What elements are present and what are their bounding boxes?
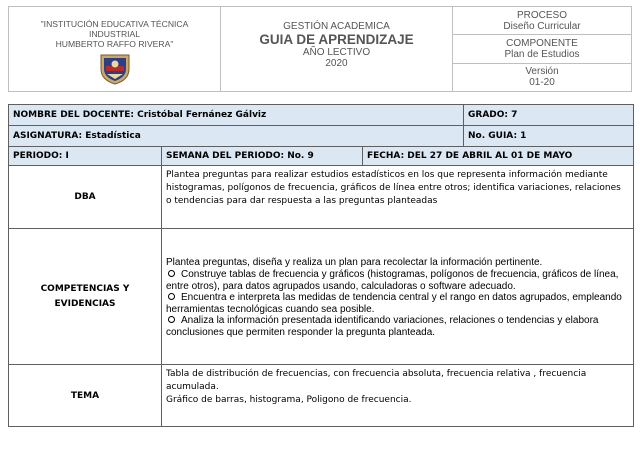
list-item (166, 269, 629, 292)
dba-label: DBA (9, 166, 162, 229)
year-label: AÑO LECTIVO (302, 47, 371, 58)
document-title: GUIA DE APRENDIZAJE (259, 32, 414, 47)
version-value: 01-20 (529, 77, 555, 89)
document-header (8, 6, 632, 92)
competencia-item-2: Encuentra e interpreta las medidas de tendencia central y el rango en datos agrupados, empleando herramientas tecnológicas cuando sea posible. (166, 292, 622, 315)
bullet-circle-icon (168, 316, 175, 323)
date-cell: FECHA: DEL 27 DE ABRIL AL 01 DE MAYO (363, 147, 634, 166)
competencias-intro: Plantea preguntas, diseña y realiza un plan para recolectar la información pertinente. (166, 257, 543, 269)
proceso-value: Diseño Curricular (503, 20, 581, 32)
competencia-item-3: Analiza la información presentada identificando variaciones, relaciones o tendencias y elabora conclusiones que permiten responder la pregunta planteada. (166, 315, 599, 338)
table-row (9, 126, 634, 147)
bullet-circle-icon (168, 270, 175, 277)
table-row (9, 365, 634, 427)
department-label: GESTIÓN ACADEMICA (283, 21, 390, 32)
proceso-label: PROCESO (516, 9, 567, 21)
institution-name-line-2: INDUSTRIAL (88, 29, 141, 39)
bullet-circle-icon (168, 293, 175, 300)
competencia-item-1: Construye tablas de frecuencia y gráficos (histogramas, polígonos de frecuencia, gráficos de línea, entre otros), para datos agrupados usando, calculadoras o software adecuado. (166, 269, 619, 292)
componente-label: COMPONENTE (506, 37, 578, 49)
competencias-text (162, 229, 634, 365)
list-item (166, 292, 629, 315)
guide-number-cell: No. GUIA: 1 (464, 126, 634, 147)
guide-title-block (221, 7, 453, 91)
teacher-name-cell: NOMBRE DEL DOCENTE: Cristóbal Fernánez Gálviz (9, 105, 464, 126)
period-cell: PERIODO: I (9, 147, 162, 166)
tema-line-2: Gráfico de barras, histograma, Poligono de frecuencia. (166, 395, 412, 405)
subject-cell: ASIGNATURA: Estadística (9, 126, 464, 147)
institution-block (9, 7, 221, 91)
institution-name-line-1: "INSTITUCIÓN EDUCATIVA TÉCNICA (40, 19, 189, 29)
tema-text (162, 365, 634, 427)
list-item (166, 315, 629, 338)
competencias-label: COMPETENCIAS Y EVIDENCIAS (9, 229, 162, 365)
componente-cell (453, 35, 631, 63)
document-control-block (453, 7, 631, 91)
proceso-cell (453, 7, 631, 35)
table-row (9, 147, 634, 166)
guide-info-table (8, 104, 634, 427)
table-row (9, 105, 634, 126)
table-row (9, 166, 634, 229)
institution-name-line-3: HUMBERTO RAFFO RIVERA" (55, 39, 174, 49)
school-crest-icon (98, 53, 132, 85)
table-row (9, 229, 634, 365)
componente-value: Plan de Estudios (504, 48, 580, 60)
week-cell: SEMANA DEL PERIODO: No. 9 (162, 147, 363, 166)
grade-cell: GRADO: 7 (464, 105, 634, 126)
tema-label: TEMA (9, 365, 162, 427)
tema-line-1: Tabla de distribución de frecuencias, con frecuencia absoluta, frecuencia relativa , frecuencia acumulada. (166, 369, 587, 392)
dba-text: Plantea preguntas para realizar estudios estadísticos en los que representa información mediante histogramas, polígonos de frecuencia, gráficos de línea entre otros; identifica variaciones, relaciones o tendencias para dar respuesta a las preguntas planteadas (162, 166, 634, 229)
version-label: Versión (525, 66, 559, 78)
year-value: 2020 (325, 58, 348, 69)
version-cell (453, 64, 631, 91)
